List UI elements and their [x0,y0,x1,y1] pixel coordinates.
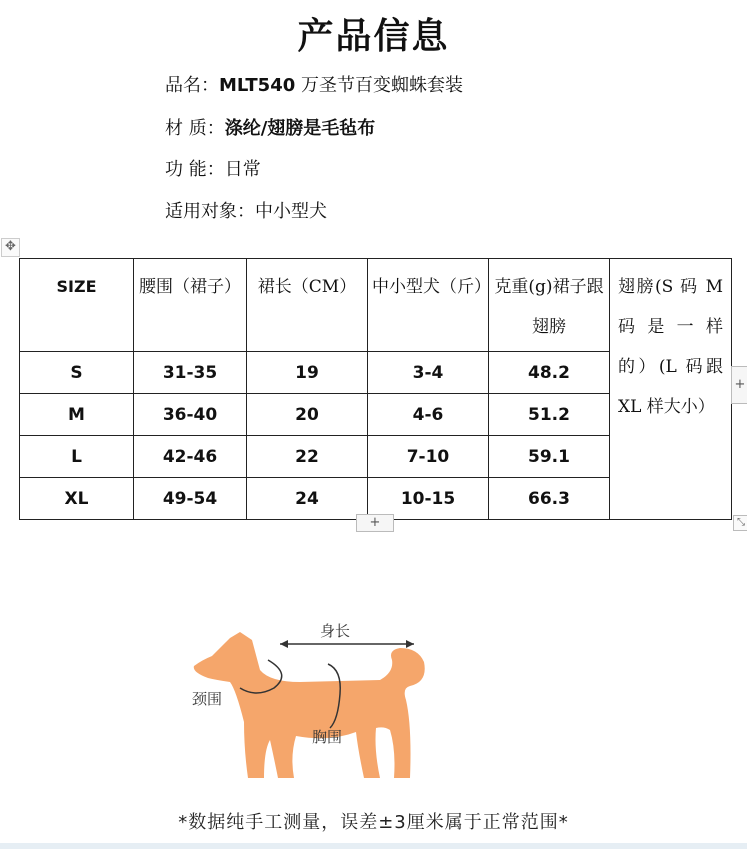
table-move-icon[interactable]: ✥ [1,238,20,257]
cell-waist: 42-46 [134,436,247,478]
arrow-left-icon [280,640,288,648]
product-name-line [165,71,463,97]
cell-weight-g: 51.2 [489,394,610,436]
product-name-value: 万圣节百变蜘蛛套装 [295,75,463,96]
wing-note-cell: 翅膀(S 码 M 码 是 一 样 的）(L 码跟 XL 样大小） [610,259,732,520]
product-model: MLT540 [219,75,296,96]
material-label: 材 质： [165,118,225,139]
product-name-label: 品名： [165,75,219,96]
measurement-footnote: *数据纯手工测量，误差±3厘米属于正常范围* [178,812,569,833]
target-label: 适用对象： [165,201,255,222]
header-size: SIZE [20,259,134,352]
cell-length: 22 [247,436,368,478]
table-resize-icon[interactable]: ⤡ [733,515,747,531]
add-row-button[interactable]: + [356,514,394,532]
header-weight-g: 克重(g)裙子跟翅膀 [489,259,610,352]
cell-size: L [20,436,134,478]
chest-label: 胸围 [312,728,343,746]
cell-length: 20 [247,394,368,436]
cell-size: M [20,394,134,436]
cell-weight-g: 66.3 [489,478,610,520]
cell-waist: 31-35 [134,352,247,394]
arrow-right-icon [406,640,414,648]
page-bottom-bar [0,843,747,849]
cell-waist: 49-54 [134,478,247,520]
cell-dog-weight: 7-10 [368,436,489,478]
target-line [165,197,327,223]
function-label: 功 能： [165,159,225,180]
target-value: 中小型犬 [255,201,327,222]
header-dog-weight: 中小型犬（斤） [368,259,489,352]
header-waist: 腰围（裙子） [134,259,247,352]
dog-measurement-diagram [180,610,440,790]
cell-waist: 36-40 [134,394,247,436]
cell-dog-weight: 4-6 [368,394,489,436]
cell-dog-weight: 10-15 [368,478,489,520]
function-value: 日常 [224,159,261,180]
cell-weight-g: 48.2 [489,352,610,394]
cell-dog-weight: 3-4 [368,352,489,394]
cell-length: 19 [247,352,368,394]
cell-size: XL [20,478,134,520]
cell-weight-g: 59.1 [489,436,610,478]
material-line [165,114,375,140]
page-title: 产品信息 [297,15,450,57]
neck-label: 颈围 [192,690,223,708]
dog-silhouette-icon [194,632,425,778]
size-table [19,258,732,520]
header-skirt-length: 裙长（CM） [247,259,368,352]
function-line [165,155,261,181]
cell-length: 24 [247,478,368,520]
material-value: 涤纶/翅膀是毛毡布 [224,118,376,139]
add-column-button[interactable]: + [731,366,747,404]
body-length-label: 身长 [320,622,351,640]
table-header-row [20,259,732,352]
cell-size: S [20,352,134,394]
